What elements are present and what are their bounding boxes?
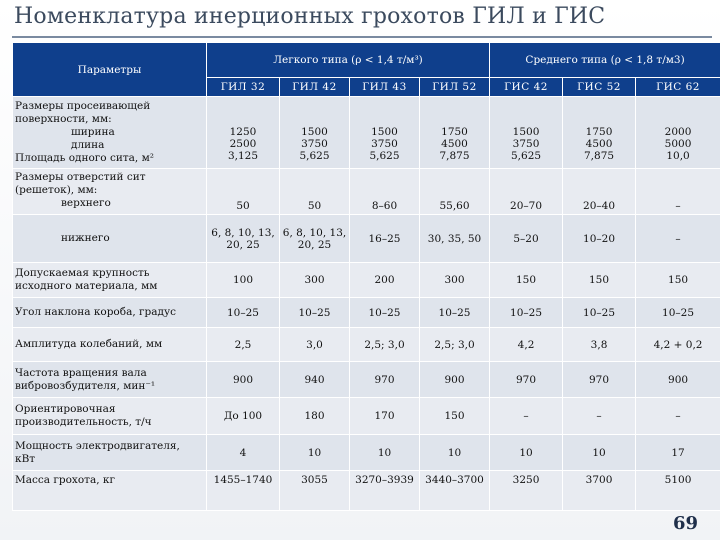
table-cell: 10–25 [420, 298, 490, 328]
model-header: ГИЛ 52 [420, 78, 490, 97]
table-cell: 16–25 [350, 215, 420, 263]
table-cell: 10–25 [280, 298, 350, 328]
table-cell: 180 [280, 398, 350, 435]
table-cell: 170 [350, 398, 420, 435]
table-cell: 10 [420, 435, 490, 471]
table-cell: 30, 35, 50 [420, 215, 490, 263]
table-cell: 900 [207, 362, 280, 398]
row-label-lower: нижнего [13, 215, 207, 263]
label-line: Размеры отверстий сит [15, 171, 146, 183]
table-cell: 2000 5000 10,0 [636, 97, 720, 169]
table-cell: 10–25 [563, 298, 636, 328]
table-cell: 1750 4500 7,875 [420, 97, 490, 169]
medium-type-header: Среднего типа (ρ < 1,8 т/м3) [490, 43, 720, 78]
table-cell: 3250 [490, 471, 563, 511]
table-cell: 300 [280, 263, 350, 298]
table-cell: 55,60 [420, 169, 490, 215]
table-cell: 150 [490, 263, 563, 298]
table-cell: 3700 [563, 471, 636, 511]
table-cell: 970 [490, 362, 563, 398]
table-cell: 150 [636, 263, 720, 298]
table-cell: 900 [636, 362, 720, 398]
table-cell: 970 [350, 362, 420, 398]
table-cell: 3440–3700 [420, 471, 490, 511]
table-cell: 900 [420, 362, 490, 398]
table-row [13, 328, 720, 362]
model-header: ГИС 52 [563, 78, 636, 97]
table-row [13, 398, 720, 435]
table-cell: 10 [350, 435, 420, 471]
row-label-tilt: Угол наклона короба, градус [13, 298, 207, 328]
table-cell: 150 [420, 398, 490, 435]
label-line: поверхности, мм: [15, 113, 112, 125]
model-header: ГИЛ 42 [280, 78, 350, 97]
model-header: ГИЛ 32 [207, 78, 280, 97]
table-cell: 940 [280, 362, 350, 398]
row-label-feed-size: Допускаемая крупность исходного материала, мм [13, 263, 207, 298]
table-row [13, 362, 720, 398]
table-cell: – [636, 398, 720, 435]
specs-table [12, 42, 720, 511]
table-cell: 2,5 [207, 328, 280, 362]
light-type-header: Легкого типа (ρ < 1,4 т/м³) [207, 43, 490, 78]
table-cell: 5100 [636, 471, 720, 511]
label-width: ширина [71, 126, 115, 138]
table-cell: 5–20 [490, 215, 563, 263]
row-label-power: Мощность электродвигателя, кВт [13, 435, 207, 471]
table-cell: 2,5; 3,0 [350, 328, 420, 362]
row-label-amplitude: Амплитуда колебаний, мм [13, 328, 207, 362]
table-cell: 10–25 [350, 298, 420, 328]
table-cell: 300 [420, 263, 490, 298]
page-number: 69 [672, 513, 698, 534]
table-cell: 2,5; 3,0 [420, 328, 490, 362]
table-cell: 10–25 [490, 298, 563, 328]
table-cell: 1500 3750 5,625 [280, 97, 350, 169]
table-row [13, 435, 720, 471]
row-label-capacity: Ориентировочная производительность, т/ч [13, 398, 207, 435]
table-cell: 10 [280, 435, 350, 471]
table-cell: 10–25 [636, 298, 720, 328]
table-row [13, 471, 720, 511]
table-cell: 100 [207, 263, 280, 298]
table-cell: 4 [207, 435, 280, 471]
table-cell: 3,8 [563, 328, 636, 362]
table-row [13, 97, 720, 169]
table-cell: 10–20 [563, 215, 636, 263]
table-cell: До 100 [207, 398, 280, 435]
title-divider [12, 36, 712, 38]
table-cell: 3270–3939 [350, 471, 420, 511]
table-cell: 50 [207, 169, 280, 215]
table-cell: 10 [490, 435, 563, 471]
row-label-screen-size [13, 97, 207, 169]
table-cell: 970 [563, 362, 636, 398]
slide-title: Номенклатура инерционных грохотов ГИЛ и ГИС [14, 4, 606, 29]
table-cell: 1500 3750 5,625 [350, 97, 420, 169]
row-label-rotation: Частота вращения вала вибровозбудителя, мин⁻¹ [13, 362, 207, 398]
table-cell: 6, 8, 10, 13, 20, 25 [207, 215, 280, 263]
table-cell: 3055 [280, 471, 350, 511]
table-cell: 10–25 [207, 298, 280, 328]
table-cell: 1455–1740 [207, 471, 280, 511]
row-label-mass: Масса грохота, кг [13, 471, 207, 511]
label-upper: верхнего [61, 197, 111, 209]
label-length: длина [71, 139, 105, 151]
table-cell: – [636, 215, 720, 263]
table-cell: 10 [563, 435, 636, 471]
model-header: ГИС 42 [490, 78, 563, 97]
params-header: Параметры [13, 43, 207, 97]
table-row [13, 169, 720, 215]
label-area: Площадь одного сита, м² [15, 152, 154, 164]
table-cell: 8–60 [350, 169, 420, 215]
table-cell: 3,0 [280, 328, 350, 362]
table-cell: 50 [280, 169, 350, 215]
table-cell: 6, 8, 10, 13, 20, 25 [280, 215, 350, 263]
table-cell: 150 [563, 263, 636, 298]
table-cell: 1500 3750 5,625 [490, 97, 563, 169]
table-cell: 20–40 [563, 169, 636, 215]
table-row [13, 263, 720, 298]
table-cell: – [490, 398, 563, 435]
table-cell: 1250 2500 3,125 [207, 97, 280, 169]
table-row [13, 298, 720, 328]
table-cell: 4,2 [490, 328, 563, 362]
label-line: (решеток), мм: [15, 184, 98, 196]
table-cell: – [563, 398, 636, 435]
row-label-mesh [13, 169, 207, 215]
table-cell: 200 [350, 263, 420, 298]
table-cell: 4,2 + 0,2 [636, 328, 720, 362]
label-line: Размеры просеивающей [15, 100, 151, 112]
table-cell: 20–70 [490, 169, 563, 215]
table-cell: – [636, 169, 720, 215]
table-cell: 1750 4500 7,875 [563, 97, 636, 169]
table-row [13, 215, 720, 263]
model-header: ГИС 62 [636, 78, 720, 97]
model-header: ГИЛ 43 [350, 78, 420, 97]
table-cell: 17 [636, 435, 720, 471]
